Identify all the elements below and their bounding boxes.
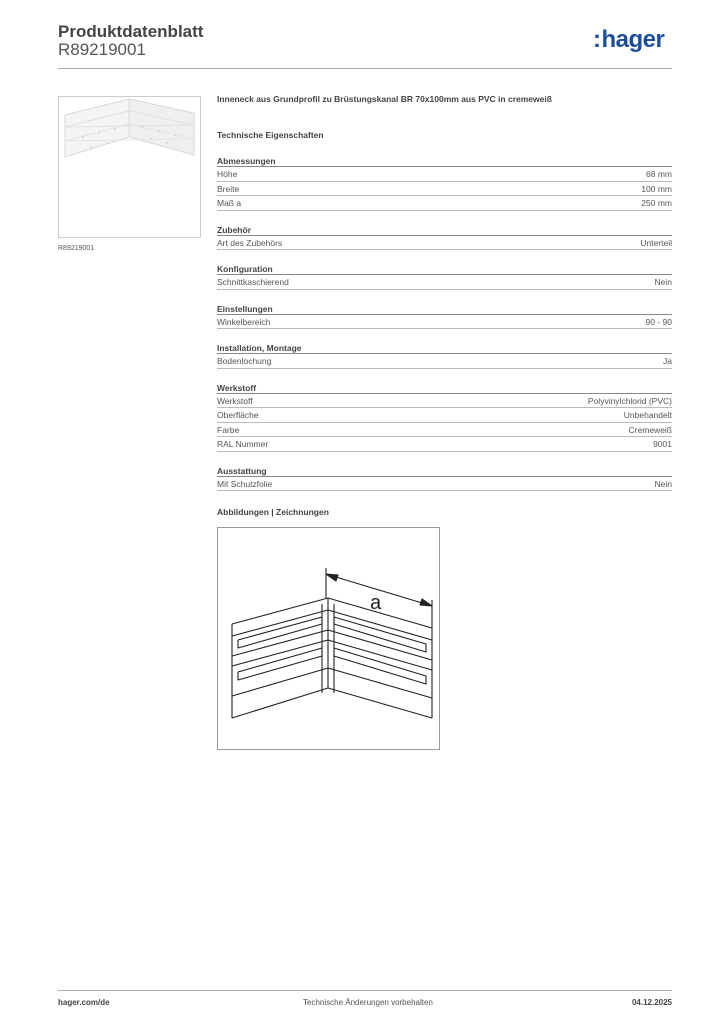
property-row	[217, 182, 672, 197]
property-label: Farbe	[217, 424, 240, 435]
property-row	[217, 394, 672, 409]
property-value: 68 mm	[646, 169, 672, 179]
property-row	[217, 167, 672, 182]
footer-date: 04.12.2025	[631, 998, 672, 1007]
property-label: Winkelbereich	[217, 316, 271, 327]
property-row	[217, 477, 672, 492]
property-label: Werkstoff	[217, 395, 253, 406]
property-label: Maß a	[217, 198, 242, 208]
property-group	[217, 155, 672, 211]
property-group-title: Werkstoff	[217, 382, 672, 394]
product-photo-caption: R89219001	[58, 245, 95, 252]
property-value: 100 mm	[641, 183, 672, 194]
property-groups	[217, 155, 672, 491]
property-value: 9001	[653, 439, 672, 449]
footer-divider	[58, 990, 672, 991]
property-value: 90 - 90	[645, 316, 672, 327]
property-value: Nein	[654, 277, 672, 287]
property-value: Cremeweiß	[628, 424, 672, 435]
property-label: Schnittkaschierend	[217, 277, 289, 287]
property-row	[217, 196, 672, 211]
property-row	[217, 408, 672, 423]
product-description: Inneneck aus Grundprofil zu Brüstungskanal BR 70x100mm aus PVC in cremeweiß	[217, 94, 552, 104]
property-row	[217, 354, 672, 369]
product-number: R89219001	[58, 40, 146, 59]
property-label: Oberfläche	[217, 410, 259, 420]
property-value: Ja	[663, 356, 672, 366]
property-label: Mit Schutzfolie	[217, 478, 273, 489]
property-row	[217, 315, 672, 330]
property-group-title: Ausstattung	[217, 465, 672, 477]
property-value: Polyvinylchlorid (PVC)	[587, 395, 672, 406]
dimension-label-a: a	[370, 592, 382, 614]
logo-colon-mark: :	[593, 26, 601, 53]
header-divider	[58, 68, 672, 69]
property-group	[217, 465, 672, 492]
property-label: RAL Nummer	[217, 439, 269, 449]
property-group	[217, 224, 672, 251]
property-row	[217, 437, 672, 452]
property-value: 250 mm	[641, 198, 672, 208]
property-group	[217, 382, 672, 452]
property-group-title: Einstellungen	[217, 303, 672, 315]
technical-drawing-graphic	[218, 528, 439, 749]
property-value: Unterteil	[640, 237, 672, 248]
property-group-title: Konfiguration	[217, 263, 672, 275]
property-label: Breite	[217, 183, 240, 194]
property-label: Art des Zubehörs	[217, 237, 283, 248]
property-group	[217, 303, 672, 330]
hager-logo	[593, 26, 664, 54]
property-group-title: Abmessungen	[217, 155, 672, 167]
property-row	[217, 423, 672, 438]
footer-website-link[interactable]: hager.com/de	[58, 998, 110, 1007]
property-label: Höhe	[217, 169, 238, 179]
property-group	[217, 342, 672, 369]
product-photo-graphic	[59, 97, 200, 237]
properties-heading: Technische Eigenschaften	[217, 130, 324, 140]
property-value: Unbehandelt	[623, 410, 672, 420]
product-details	[217, 94, 672, 491]
product-photo	[58, 96, 201, 238]
footer-notice: Technische Änderungen vorbehalten	[303, 998, 433, 1007]
property-label: Bodenlochung	[217, 356, 272, 366]
logo-text: hager	[601, 26, 665, 53]
drawings-heading: Abbildungen | Zeichnungen	[217, 507, 329, 517]
technical-drawing	[217, 527, 440, 750]
property-row	[217, 236, 672, 251]
property-row	[217, 275, 672, 290]
property-value: Nein	[654, 478, 672, 489]
property-group-title: Installation, Montage	[217, 342, 672, 354]
property-group	[217, 263, 672, 290]
property-group-title: Zubehör	[217, 224, 672, 236]
page-title: Produktdatenblatt	[58, 22, 204, 41]
